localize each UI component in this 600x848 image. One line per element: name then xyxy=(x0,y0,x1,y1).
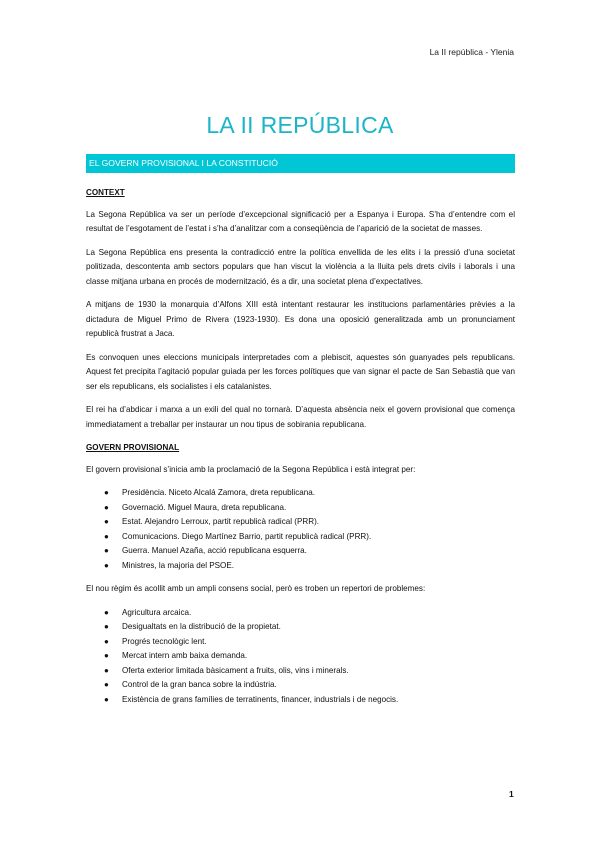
list-item-text: Agricultura arcaica. xyxy=(122,607,192,617)
header-note: La II república - Ylenia xyxy=(429,47,514,57)
bullet-icon: ● xyxy=(104,694,109,704)
bullet-icon: ● xyxy=(104,546,109,555)
problems-list xyxy=(86,606,515,708)
bullet-icon: ● xyxy=(104,517,109,526)
bullet-icon: ● xyxy=(104,502,109,512)
list-item-text: Mercat intern amb baixa demanda. xyxy=(122,651,248,660)
list-item xyxy=(86,693,515,708)
list-item-text: Control de la gran banca sobre la indústria. xyxy=(122,680,277,689)
list-item-text: Ministres, la majoria del PSOE. xyxy=(122,560,235,570)
list-item xyxy=(86,664,515,679)
bullet-icon: ● xyxy=(104,607,109,617)
list-item-text: Existència de grans famílies de terratinents, financer, industrials i de negocis. xyxy=(122,694,399,704)
list-item xyxy=(86,530,515,545)
list-item xyxy=(86,501,515,516)
bullet-icon: ● xyxy=(104,531,109,541)
context-paragraph: A mitjans de 1930 la monarquia d’Alfons XIII està intentant restaurar les institucions parlamentàries prèvies a la dictadura de Miguel Primo de Rivera (1923-1930). Es dona una oposició generalitzada amb un pronunciament republicà frustrat a Jaca. xyxy=(86,300,515,338)
members-list xyxy=(86,486,515,573)
govern-intro: El govern provisional s’inicia amb la proclamació de la Segona República i està integrat per: xyxy=(86,464,416,474)
list-item-text: Desigualtats en la distribució de la propietat. xyxy=(122,622,281,631)
list-item xyxy=(86,515,515,530)
document-body xyxy=(86,186,515,716)
context-paragraph: La Segona República ens presenta la contradicció entre la política envellida de les elits i la pressió d’una societat politizada, descontenta amb sectors populars que han viscut la violència a la lluita pels drets civils i laborals i una classe mitjana urbana en procés de modernització, és a dir, una societat plena d’expectatives. xyxy=(86,247,515,286)
subheading-context: CONTEXT xyxy=(86,188,125,197)
bullet-icon: ● xyxy=(104,636,109,646)
context-paragraph: La Segona República va ser un període d’excepcional significació per a Espanya i Europa. S’ha d’entendre com el resultat de l’esgotament de l’estat i s’ha d’analitzar com a conseqüència de l’aparició de la societat de masses. xyxy=(86,209,515,233)
bullet-icon: ● xyxy=(104,560,109,570)
bullet-icon: ● xyxy=(104,665,109,675)
context-paragraph: El rei ha d’abdicar i marxa a un exili del qual no tornarà. D’aquesta absència neix el govern provisional que comença immediatament a treballar per instaurar un nou tipus de sobirania republicana. xyxy=(86,405,515,429)
list-item-text: Comunicacions. Diego Martínez Barrio, partit republicà radical (PRR). xyxy=(122,531,372,541)
list-item-text: Progrés tecnològic lent. xyxy=(122,636,207,646)
list-item xyxy=(86,635,515,650)
list-item xyxy=(86,544,515,559)
list-item xyxy=(86,678,515,693)
problems-intro: El nou règim és acollit amb un ampli consens social, però es troben un repertori de problemes: xyxy=(86,584,426,593)
list-item-text: Presidència. Niceto Alcalá Zamora, dreta republicana. xyxy=(122,488,316,497)
list-item xyxy=(86,486,515,501)
list-item-text: Governació. Miguel Maura, dreta republicana. xyxy=(122,502,287,512)
list-item xyxy=(86,606,515,621)
list-item-text: Estat. Alejandro Lerroux, partit republicà radical (PRR). xyxy=(122,517,320,526)
section-heading-bar: EL GOVERN PROVISIONAL I LA CONSTITUCIÓ xyxy=(86,154,515,173)
subheading-govern-provisional: GOVERN PROVISIONAL xyxy=(86,443,180,452)
list-item-text: Oferta exterior limitada bàsicament a fruits, olis, vins i minerals. xyxy=(122,665,349,675)
list-item xyxy=(86,620,515,635)
bullet-icon: ● xyxy=(104,680,109,689)
bullet-icon: ● xyxy=(104,488,109,497)
page-title: LA II REPÚBLICA xyxy=(206,112,394,138)
bullet-icon: ● xyxy=(104,651,109,660)
page-number: 1 xyxy=(509,789,514,799)
context-paragraph: Es convoquen unes eleccions municipals interpretades com a plebiscit, aquestes són guanyades pels republicans. Aquest fet precipita l’agitació popular guiada per les forces polítiques que van signar el pacte de San Sebastià que van ser els republicans, els socialistes i els catalanistes. xyxy=(86,352,515,391)
list-item xyxy=(86,649,515,664)
list-item xyxy=(86,559,515,574)
bullet-icon: ● xyxy=(104,622,109,631)
list-item-text: Guerra. Manuel Azaña, acció republicana esquerra. xyxy=(122,546,307,555)
